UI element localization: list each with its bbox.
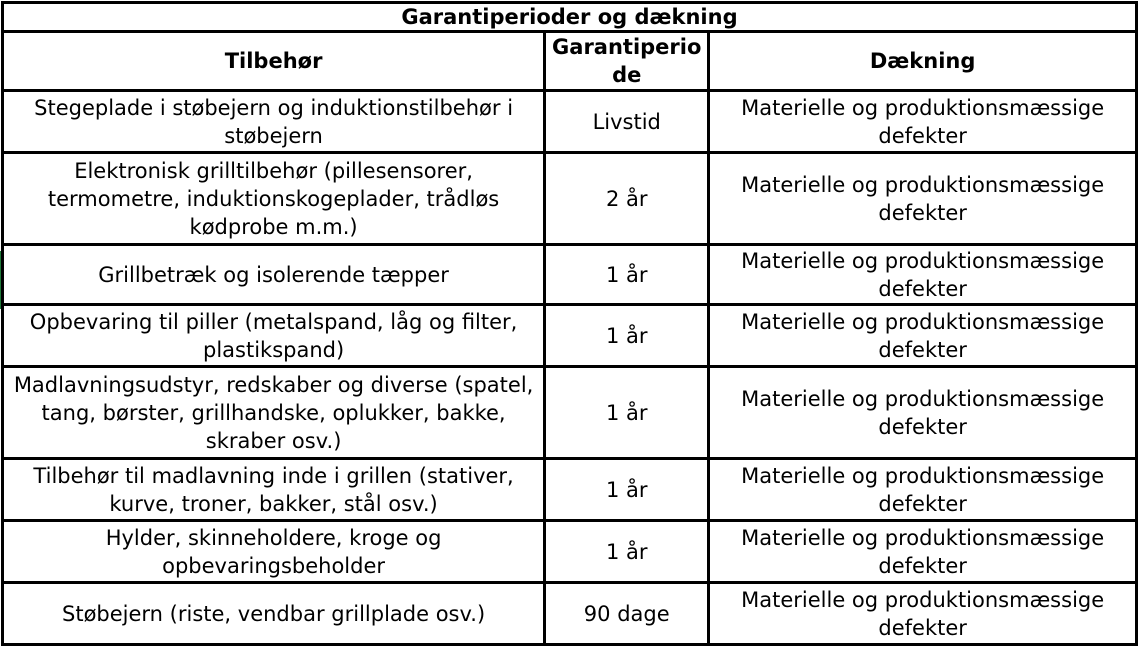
period-cell: 1 år	[545, 245, 709, 305]
period-cell: 90 dage	[545, 583, 709, 645]
item-cell: Opbevaring til piller (metalspand, låg og filter, plastikspand)	[3, 305, 545, 367]
period-cell: 2 år	[545, 153, 709, 245]
item-cell: Grillbetræk og isolerende tæpper	[3, 245, 545, 305]
table-row	[3, 367, 1137, 459]
header-coverage: Dækning	[709, 32, 1137, 91]
coverage-cell: Materielle og produktionsmæssige defekter	[709, 91, 1137, 153]
item-cell: Hylder, skinneholdere, kroge og opbevaringsbeholder	[3, 521, 545, 583]
title-row	[3, 3, 1137, 32]
table-row	[3, 153, 1137, 245]
table-title: Garantiperioder og dækning	[3, 3, 1137, 32]
coverage-cell: Materielle og produktionsmæssige defekter	[709, 367, 1137, 459]
coverage-cell: Materielle og produktionsmæssige defekter	[709, 245, 1137, 305]
table-row	[3, 521, 1137, 583]
period-cell: 1 år	[545, 367, 709, 459]
coverage-cell: Materielle og produktionsmæssige defekter	[709, 459, 1137, 521]
warranty-table	[1, 1, 1138, 646]
item-cell: Madlavningsudstyr, redskaber og diverse (spatel, tang, børster, grillhandske, oplukker, bakke, skraber osv.)	[3, 367, 545, 459]
item-cell: Elektronisk grilltilbehør (pillesensorer, termometre, induktionskogeplader, trådløs kødprobe m.m.)	[3, 153, 545, 245]
header-period: Garantiperiode	[545, 32, 709, 91]
item-cell: Tilbehør til madlavning inde i grillen (stativer, kurve, troner, bakker, stål osv.)	[3, 459, 545, 521]
table-row	[3, 245, 1137, 305]
coverage-cell: Materielle og produktionsmæssige defekter	[709, 153, 1137, 245]
coverage-cell: Materielle og produktionsmæssige defekter	[709, 521, 1137, 583]
table-row	[3, 91, 1137, 153]
item-cell: Støbejern (riste, vendbar grillplade osv.)	[3, 583, 545, 645]
period-cell: 1 år	[545, 305, 709, 367]
period-cell: Livstid	[545, 91, 709, 153]
period-cell: 1 år	[545, 459, 709, 521]
item-cell: Stegeplade i støbejern og induktionstilbehør i støbejern	[3, 91, 545, 153]
table-row	[3, 583, 1137, 645]
period-cell: 1 år	[545, 521, 709, 583]
coverage-cell: Materielle og produktionsmæssige defekter	[709, 583, 1137, 645]
table-row	[3, 459, 1137, 521]
header-row	[3, 32, 1137, 91]
coverage-cell: Materielle og produktionsmæssige defekter	[709, 305, 1137, 367]
header-item: Tilbehør	[3, 32, 545, 91]
table-row	[3, 305, 1137, 367]
